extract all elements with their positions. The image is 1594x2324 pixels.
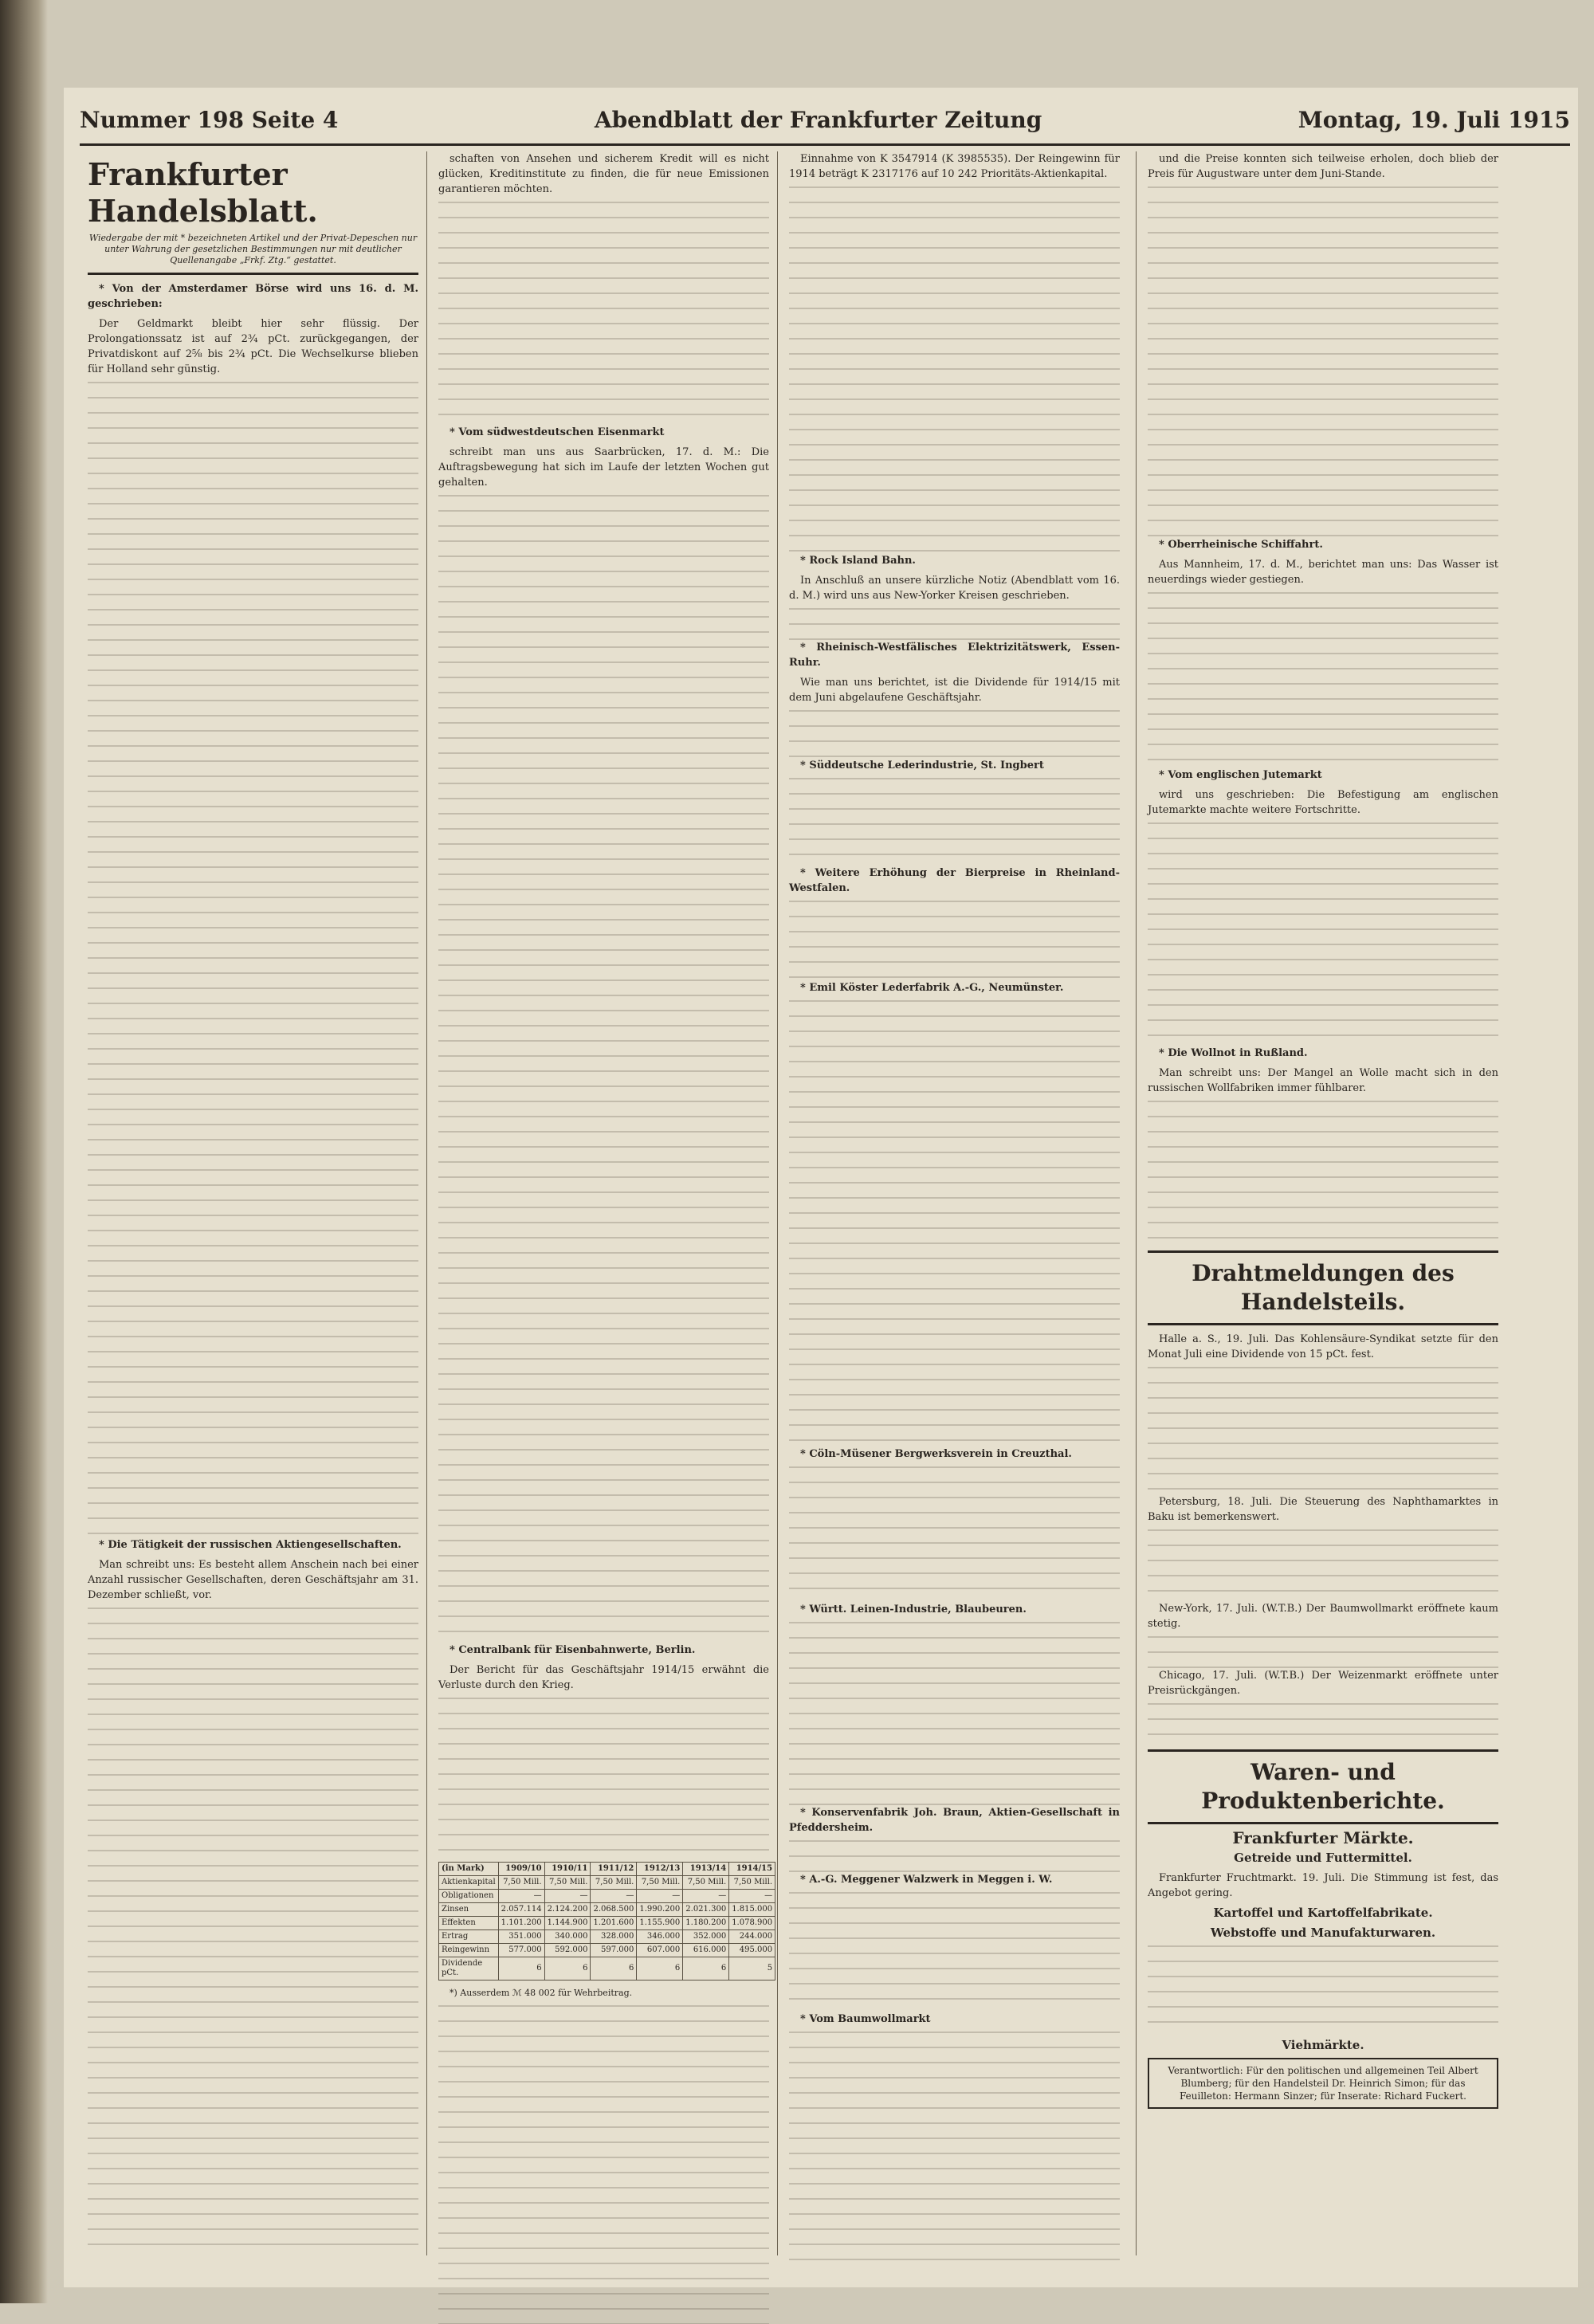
text-lines xyxy=(438,1698,769,1857)
masthead xyxy=(80,96,1570,146)
text-lines xyxy=(88,382,418,1537)
text-lines xyxy=(1148,1101,1498,1244)
divider xyxy=(1148,1250,1498,1253)
column-3 xyxy=(789,151,1120,2255)
table-row: Obligationen — — — — — — xyxy=(439,1890,775,1903)
article-text: Einnahme von K 3547914 (K 3985535). Der Reingewinn für 1914 beträgt K 2317176 auf 10 242 Prioritäts-Aktienkapital. xyxy=(789,153,1120,180)
text-lines xyxy=(1148,186,1498,537)
table-row: Aktienkapital 7,50 Mill. 7,50 Mill. 7,50 Mill. 7,50 Mill. 7,50 Mill. 7,50 Mill. xyxy=(439,1876,775,1890)
article-text: wird uns geschrieben: Die Befestigung am englischen Jutemarkte machte weitere Fortschritte. xyxy=(1148,789,1498,816)
table-row: Dividende pCt. 6 6 6 6 6 5 xyxy=(439,1957,775,1981)
text-lines xyxy=(789,1892,1120,2012)
column-4 xyxy=(1148,151,1498,2255)
source-note: Wiedergabe der mit * bezeichneten Artikel und der Privat-Depeschen nur unter Wahrung der gesetzlichen Bestimmungen nur mit deutlicher Quellenangabe „Frkf. Ztg.“ gestattet. xyxy=(88,233,418,265)
article-heading: * Cöln-Müsener Bergwerksverein in Creuzthal. xyxy=(800,1448,1072,1460)
text-lines xyxy=(789,901,1120,980)
column-2 xyxy=(438,151,773,2255)
text-lines xyxy=(438,2005,769,2324)
article-text: Aus Mannheim, 17. d. M., berichtet man uns: Das Wasser ist neuerdings wieder gestiegen. xyxy=(1148,559,1498,586)
textiles-subtitle: Webstoffe und Manufakturwaren. xyxy=(1210,1926,1436,1940)
text-lines xyxy=(789,778,1120,866)
article-heading: * Württ. Leinen-Industrie, Blaubeuren. xyxy=(800,1604,1027,1615)
column-rule xyxy=(426,151,427,2255)
article-text: Man schreibt uns: Der Mangel an Wolle macht sich in den russischen Wollfabriken immer fühlbarer. xyxy=(1148,1067,1498,1094)
text-lines xyxy=(438,202,769,425)
potato-subtitle: Kartoffel und Kartoffelfabrikate. xyxy=(1213,1906,1433,1920)
text-lines xyxy=(789,710,1120,758)
article-heading: * Süddeutsche Lederindustrie, St. Ingbert xyxy=(800,760,1044,771)
text-lines xyxy=(438,495,769,1643)
text-lines xyxy=(789,1622,1120,1805)
text-lines xyxy=(789,2032,1120,2271)
divider xyxy=(1148,1323,1498,1325)
article-heading: * A.-G. Meggener Walzwerk in Meggen i. W. xyxy=(800,1874,1053,1886)
text-lines xyxy=(1148,592,1498,767)
article-heading: * Von der Amsterdamer Börse wird uns 16. d. M. geschrieben: xyxy=(88,283,418,310)
markets-subtitle: Getreide und Futtermittel. xyxy=(1234,1851,1412,1865)
imprint-notice: Verantwortlich: Für den politischen und allgemeinen Teil Albert Blumberg; für den Handelsteil Dr. Heinrich Simon; für das Feuilleton: Hermann Sinzer; für Inserate: Richard Fuckert. xyxy=(1148,2058,1498,2109)
telegram-item: Petersburg, 18. Juli. Die Steuerung des Naphthamarktes in Baku ist bemerkenswert. xyxy=(1148,1496,1498,1523)
article-text: Frankfurter Fruchtmarkt. 19. Juli. Die Stimmung ist fest, das Angebot gering. xyxy=(1148,1872,1498,1899)
article-heading: * Vom Baumwollmarkt xyxy=(800,2013,931,2025)
text-lines xyxy=(789,1466,1120,1602)
table-row: Reingewinn 577.000 592.000 597.000 607.000 616.000 495.000 xyxy=(439,1944,775,1957)
column-rule xyxy=(1136,151,1137,2255)
article-heading: * Oberrheinische Schiffahrt. xyxy=(1159,539,1323,551)
text-lines xyxy=(789,186,1120,553)
article-heading: * Die Tätigkeit der russischen Aktiengesellschaften. xyxy=(99,1539,402,1551)
article-heading: * Rheinisch-Westfälisches Elektrizitätswerk, Essen-Ruhr. xyxy=(789,642,1120,669)
text-lines xyxy=(1148,1945,1498,2033)
article-heading: * Weitere Erhöhung der Bierpreise in Rheinland-Westfalen. xyxy=(789,867,1120,894)
column-1 xyxy=(88,151,418,2255)
issue-number: Nummer 198 Seite 4 xyxy=(80,106,339,133)
column-rule xyxy=(777,151,778,2255)
table-row: Effekten 1.101.200 1.144.900 1.201.600 1.155.900 1.180.200 1.078.900 xyxy=(439,1917,775,1930)
table-row: Zinsen 2.057.114 2.124.200 2.068.500 1.990.200 2.021.300 1.815.000 xyxy=(439,1903,775,1917)
divider xyxy=(1148,1822,1498,1824)
article-text: Der Bericht für das Geschäftsjahr 1914/15 erwähnt die Verluste durch den Krieg. xyxy=(438,1664,769,1691)
article-heading: * Rock Island Bahn. xyxy=(800,555,916,567)
article-text: Wie man uns berichtet, ist die Dividende für 1914/15 mit dem Juni abgelaufene Geschäftsjahr. xyxy=(789,677,1120,704)
financial-table xyxy=(438,1862,775,1981)
markets-title: Frankfurter Märkte. xyxy=(1232,1828,1414,1847)
article-heading: * Centralbank für Eisenbahnwerte, Berlin. xyxy=(450,1644,696,1656)
text-lines xyxy=(789,1840,1120,1872)
table-header-row: (in Mark) 1909/10 1910/11 1911/12 1912/13 1913/14 1914/15 xyxy=(439,1863,775,1876)
article-heading: * Die Wollnot in Rußland. xyxy=(1159,1047,1308,1059)
table-footnote: *) Ausserdem ℳ 48 002 für Wehrbeitrag. xyxy=(450,1988,633,1998)
book-binding xyxy=(0,0,48,2303)
text-lines xyxy=(88,1608,418,2245)
article-text: Man schreibt uns: Es besteht allem Anschein nach bei einer Anzahl russischer Gesellschaften, deren Geschäftsjahr am 31. Dezember schließt, vor. xyxy=(88,1559,418,1601)
article-text: In Anschluß an unsere kürzliche Notiz (Abendblatt vom 16. d. M.) wird uns aus New-Yorker Kreisen geschrieben. xyxy=(789,575,1120,602)
goods-section-title: Waren- und Produktenberichte. xyxy=(1201,1759,1445,1814)
table-row: Ertrag 351.000 340.000 328.000 346.000 352.000 244.000 xyxy=(439,1930,775,1944)
article-heading: * Emil Köster Lederfabrik A.-G., Neumünster. xyxy=(800,982,1064,994)
article-heading: * Vom südwestdeutschen Eisenmarkt xyxy=(450,426,665,438)
text-lines xyxy=(1148,1703,1498,1743)
article-heading: * Vom englischen Jutemarkt xyxy=(1159,769,1322,781)
livestock-subtitle: Viehmärkte. xyxy=(1282,2038,1364,2052)
text-lines xyxy=(1148,1367,1498,1494)
section-title: Frankfurter Handelsblatt. xyxy=(88,156,318,229)
article-text: und die Preise konnten sich teilweise erholen, doch blieb der Preis für Augustware unter dem Juni-Stande. xyxy=(1148,153,1498,180)
text-lines xyxy=(1148,822,1498,1046)
article-text: schreibt man uns aus Saarbrücken, 17. d. M.: Die Auftragsbewegung hat sich im Laufe der letzten Wochen gut gehalten. xyxy=(438,446,769,489)
text-lines xyxy=(1148,1529,1498,1601)
telegram-item: New-York, 17. Juli. (W.T.B.) Der Baumwollmarkt eröffnete kaum stetig. xyxy=(1148,1603,1498,1630)
issue-date: Montag, 19. Juli 1915 xyxy=(1298,106,1570,133)
article-text: schaften von Ansehen und sicherem Kredit will es nicht glücken, Kreditinstitute zu finden, die für neue Emissionen garantieren möchten. xyxy=(438,153,769,195)
text-lines xyxy=(789,1000,1120,1447)
text-lines xyxy=(1148,1636,1498,1668)
newspaper-title: Abendblatt der Frankfurter Zeitung xyxy=(594,106,1042,133)
divider xyxy=(88,273,418,275)
telegram-item: Chicago, 17. Juli. (W.T.B.) Der Weizenmarkt eröffnete unter Preisrückgängen. xyxy=(1148,1670,1498,1697)
divider xyxy=(1148,1749,1498,1752)
article-heading: * Konservenfabrik Joh. Braun, Aktien-Gesellschaft in Pfeddersheim. xyxy=(789,1807,1120,1834)
telegram-section-title: Drahtmeldungen des Handelsteils. xyxy=(1192,1260,1455,1315)
telegram-item: Halle a. S., 19. Juli. Das Kohlensäure-Syndikat setzte für den Monat Juli eine Dividende von 15 pCt. fest. xyxy=(1148,1333,1498,1360)
text-lines xyxy=(789,608,1120,640)
article-text: Der Geldmarkt bleibt hier sehr flüssig. Der Prolongationssatz ist auf 2¾ pCt. zurückgegangen, der Privatdiskont auf 2⅝ bis 2¾ pCt. Die Wechselkurse blieben für Holland sehr günstig. xyxy=(88,318,418,375)
